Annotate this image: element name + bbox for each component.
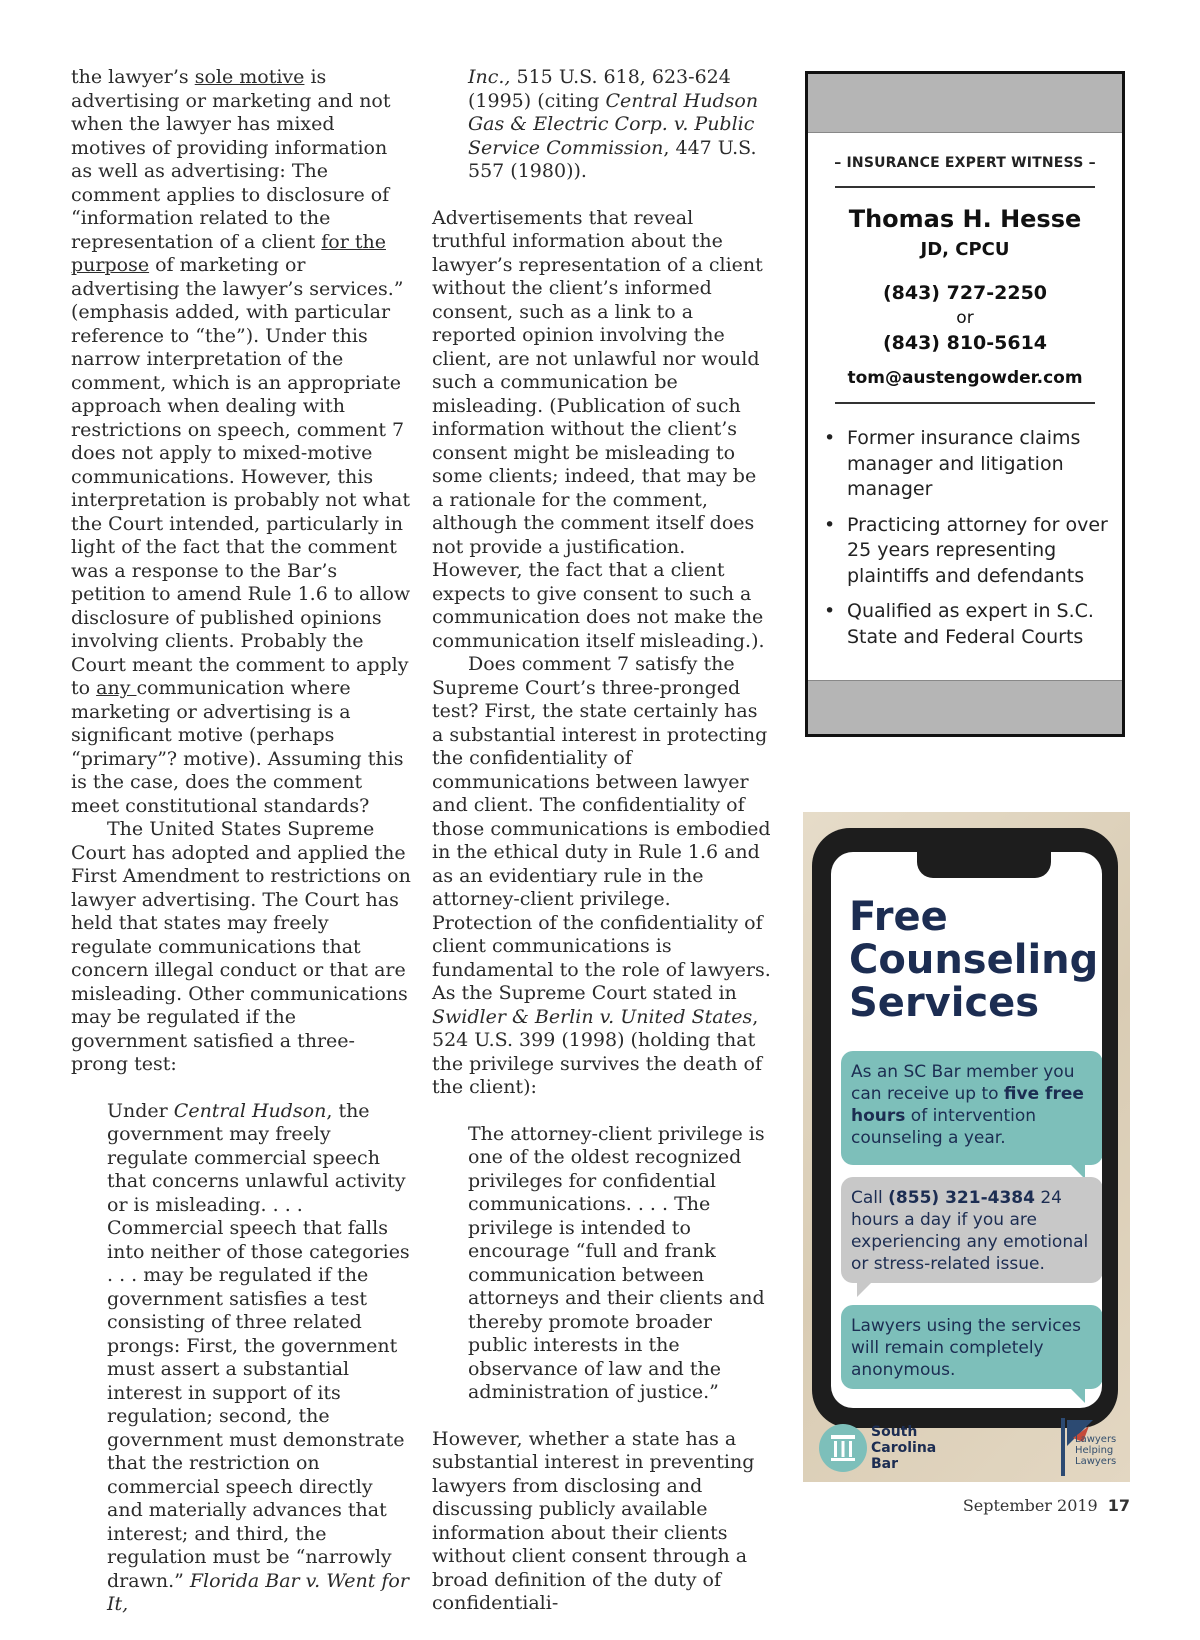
phone-screen (831, 852, 1102, 1408)
block-quote: The attorney-client privilege is one of the oldest recognized privileges for confidential communications. . . . The privilege is intended to encourage “full and frank communication between attorneys and their clients and thereby promote broader public interests in the observance of law and the administration of justice.” (468, 1122, 765, 1403)
block-quote-continued: Inc., 515 U.S. 618, 623-624 (1995) (citing Central Hudson Gas & Electric Corp. v. Public Service Commission, 447 U.S. 557 (1980)). (468, 66, 759, 182)
message-bubble: Lawyers using the services will remain completely anonymous. (841, 1305, 1102, 1389)
bullet-icon: • (824, 600, 836, 622)
or-text: or (956, 308, 974, 328)
divider (835, 402, 1095, 404)
paragraph: Does comment 7 satisfy the Supreme Court’s three-pronged test? First, the state certainly has a substantial interest in protecting the confidentiality of communications between lawyer and client. The confidentiality of those communications is embodied in the ethical duty in Rule 1.6 and as an evidentiary rule in the attorney-client privilege. Protection of the confidentiality of client communications is fundamental to the role of lawyers. As the Supreme Court stated in Swidler & Berlin v. United States, 524 U.S. 399 (1998) (holding that the privilege survives the death of the client): (432, 653, 771, 1098)
column-icon (819, 1424, 867, 1472)
paragraph: However, whether a state has a substantial interest in preventing lawyers from disclosing and discussing publicly available information about their clients without client consent through a broad definition of the duty of confidentiali- (432, 1427, 755, 1614)
qualifications-list (808, 426, 1122, 650)
bullet-icon: • (824, 513, 836, 536)
phone-number-2[interactable]: (843) 810-5614 (882, 332, 1048, 354)
email-link[interactable]: tom@austengowder.com (847, 368, 1083, 388)
divider (835, 186, 1095, 188)
expert-credentials: JD, CPCU (920, 239, 1010, 260)
paragraph: the lawyer’s sole motive is advertising or marketing and not when the lawyer has mixed motives of providing information as well as advertising: The comment applies to disclosure of “information related to the representation of a client for the purpose of marketing or advertising the lawyer’s services.” (emphasis added, with particular reference to “the”). Under this narrow interpretation of the comment, which is an appropriate approach when dealing with restrictions on speech, comment 7 does not apply to mixed-motive communications. However, this interpretation is probably not what the Court intended, particularly in light of the fact that the comment was a response to the Bar’s petition to amend Rule 1.6 to allow disclosure of published opinions involving clients. Probably the Court meant the comment to apply to any communication where marketing or advertising is a significant motive (perhaps “primary”? motive). Assuming this is the case, does the comment meet constitutional standards? (71, 66, 411, 817)
page-number: 17 (1107, 1496, 1130, 1515)
ad-heading: – INSURANCE EXPERT WITNESS – (834, 155, 1096, 171)
list-item: • Former insurance claims manager and litigation manager (824, 426, 1108, 503)
list-item: • Practicing attorney for over 25 years representing plaintiffs and defendants (824, 513, 1108, 590)
insurance-expert-ad (805, 71, 1125, 737)
expert-name: Thomas H. Hesse (848, 205, 1082, 233)
paragraph: The United States Supreme Court has adopted and applied the First Amendment to restrictions on lawyer advertising. The Court has held that states may freely regulate communications that concern illegal conduct or that are misleading. Other communications may be regulated if the government satisfied a three-prong test: (71, 818, 411, 1075)
issue-date: September 2019 (962, 1496, 1098, 1515)
page-footer (963, 1496, 1130, 1515)
south-carolina-bar-logo (819, 1424, 936, 1472)
block-quote: Under Central Hudson, the government may freely regulate commercial speech that concerns unlawful activity or is misleading. . . . Commercial speech that falls into neither of those categories . . . may be regulated if the government satisfies a test consisting of three related prongs: First, the government must assert a substantial interest in support of its regulation; second, the government must demonstrate that the restriction on commercial speech directly and materially advances that interest; and third, the regulation must be “narrowly drawn.” Florida Bar v. Went for It, (107, 1099, 410, 1615)
ad-title: Free Counseling Services (849, 894, 1099, 1026)
phone-number-1[interactable]: (843) 727-2250 (882, 282, 1048, 304)
counseling-services-ad (803, 812, 1130, 1482)
phone-notch (917, 852, 1051, 878)
logo-text: South Carolina Bar (871, 1424, 937, 1472)
article-column-1 (71, 66, 411, 1640)
ad-top-band (808, 74, 1122, 133)
list-item: • Qualified as expert in S.C. State and Federal Courts (824, 599, 1108, 650)
phone-illustration (812, 828, 1118, 1428)
paragraph: Advertisements that reveal truthful information about the lawyer’s representation of a client without the client’s informed consent, such as a link to a reported opinion involving the client, are not unlawful nor would such a communication be misleading. (Publication of such information without the client’s consent might be misleading to some clients; indeed, that may be a rationale for the comment, although the comment itself does not provide a justification. However, the fact that a client expects to give consent to such a communication does not make the communication itself misleading.). (432, 206, 765, 652)
bullet-icon: • (824, 427, 836, 449)
lawyers-helping-lawyers-logo: Lawyers Helping Lawyers (1059, 1416, 1117, 1478)
article-column-2 (432, 66, 772, 1616)
message-bubble: Call (855) 321-4384 24 hours a day if you are experiencing any emotional or stress-related issue. (841, 1177, 1102, 1283)
ad-bottom-band (808, 680, 1122, 734)
message-bubble: As an SC Bar member you can receive up to five free hours of intervention counseling a year. (841, 1051, 1102, 1165)
